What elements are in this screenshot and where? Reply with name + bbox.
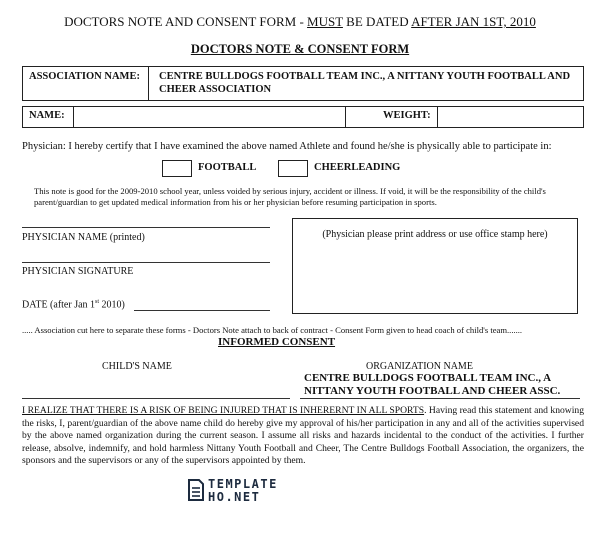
title-date-requirement: AFTER JAN 1ST, 2010 [411, 14, 536, 29]
name-row [22, 106, 584, 128]
weight-field[interactable] [443, 110, 573, 124]
watermark-line1: TEMPLATE [208, 477, 278, 491]
physician-name-line[interactable] [22, 227, 270, 228]
date-label-prefix: DATE (after Jan 1 [22, 299, 96, 311]
date-label-suffix: 2010) [99, 299, 125, 311]
validity-note: This note is good for the 2009-2010 school year, unless voided by serious injury, accident or illness. If void, it will be the responsibility of the child's parent/guardian to get updated medical information from his or her physician before resuming participation in sports. [34, 186, 546, 207]
organization-name-line [300, 398, 580, 399]
date-label [22, 299, 125, 310]
name-field[interactable] [79, 110, 339, 124]
title-prefix: DOCTORS NOTE AND CONSENT FORM - [64, 14, 308, 29]
name-weight-divider [345, 107, 346, 127]
name-label: NAME: [29, 110, 65, 121]
physician-signature-line[interactable] [22, 262, 270, 263]
cut-line-instruction: ..... Association cut here to separate these forms - Doctors Note attach to back of contract - Consent Form given to head coach of child's team....... [22, 325, 523, 335]
weight-divider [437, 107, 438, 127]
templatehonet-watermark [188, 476, 284, 506]
child-name-line[interactable] [22, 398, 290, 399]
weight-label: WEIGHT: [383, 110, 431, 121]
stamp-instructions: (Physician please print address or use office stamp here) [322, 229, 548, 240]
certification-prefix: Physician: [22, 141, 69, 152]
informed-consent-title: INFORMED CONSENT [218, 336, 336, 348]
risk-statement: I REALIZE THAT THERE IS A RISK OF BEING INJURED THAT IS INHERERNT IN ALL SPORTS [22, 405, 425, 416]
date-label-sup: st [95, 299, 100, 305]
cheerleading-label: CHEERLEADING [314, 162, 401, 173]
consent-paragraph [22, 405, 584, 468]
physician-signature-label: PHYSICIAN SIGNATURE [22, 266, 134, 277]
consent-body: . Having read this statement and knowing the risks, I, parent/guardian of the above name child do hereby give my approval of his/her participation in any and all of the activities supervised by the above named organization during the current season. I assume all risks and hazards incidental to the conduct of the activities. I further release, absolve, indemnify, and hold harmless Nittany Youth Football and Cheer, The Centre Bulldogs Football Association, the organizers, the sponsors and the supervisors or any of the supervisors appointed by them. [22, 405, 584, 466]
name-divider [73, 107, 74, 127]
physician-name-label: PHYSICIAN NAME (printed) [22, 232, 145, 243]
physician-certification [22, 141, 582, 152]
football-label: FOOTBALL [198, 162, 257, 173]
organization-name-value: CENTRE BULLDOGS FOOTBALL TEAM INC., A NITTANY YOUTH FOOTBALL AND CHEER ASSC. [304, 372, 561, 397]
cheerleading-checkbox[interactable] [278, 160, 308, 177]
organization-name-label: ORGANIZATION NAME [366, 361, 473, 372]
watermark-line2: HO.NET [208, 490, 261, 504]
form-subtitle: DOCTORS NOTE & CONSENT FORM [190, 42, 410, 56]
association-label: ASSOCIATION NAME: [29, 71, 140, 82]
document-icon [188, 479, 204, 501]
certification-text: I hereby certify that I have examined the above named Athlete and found he/she is physically able to participate in: [68, 141, 552, 152]
page-title [0, 14, 600, 30]
title-middle: BE DATED [342, 14, 412, 29]
association-value[interactable]: CENTRE BULLDOGS FOOTBALL TEAM INC., A NITTANY YOUTH FOOTBALL AND CHEER ASSOCIATION [159, 71, 571, 95]
physician-stamp-box[interactable] [292, 218, 578, 314]
football-checkbox[interactable] [162, 160, 192, 177]
title-must: MUST [307, 14, 343, 29]
association-box [22, 66, 584, 101]
child-name-label: CHILD'S NAME [102, 361, 172, 372]
date-line[interactable] [134, 310, 270, 311]
association-divider [148, 67, 149, 100]
